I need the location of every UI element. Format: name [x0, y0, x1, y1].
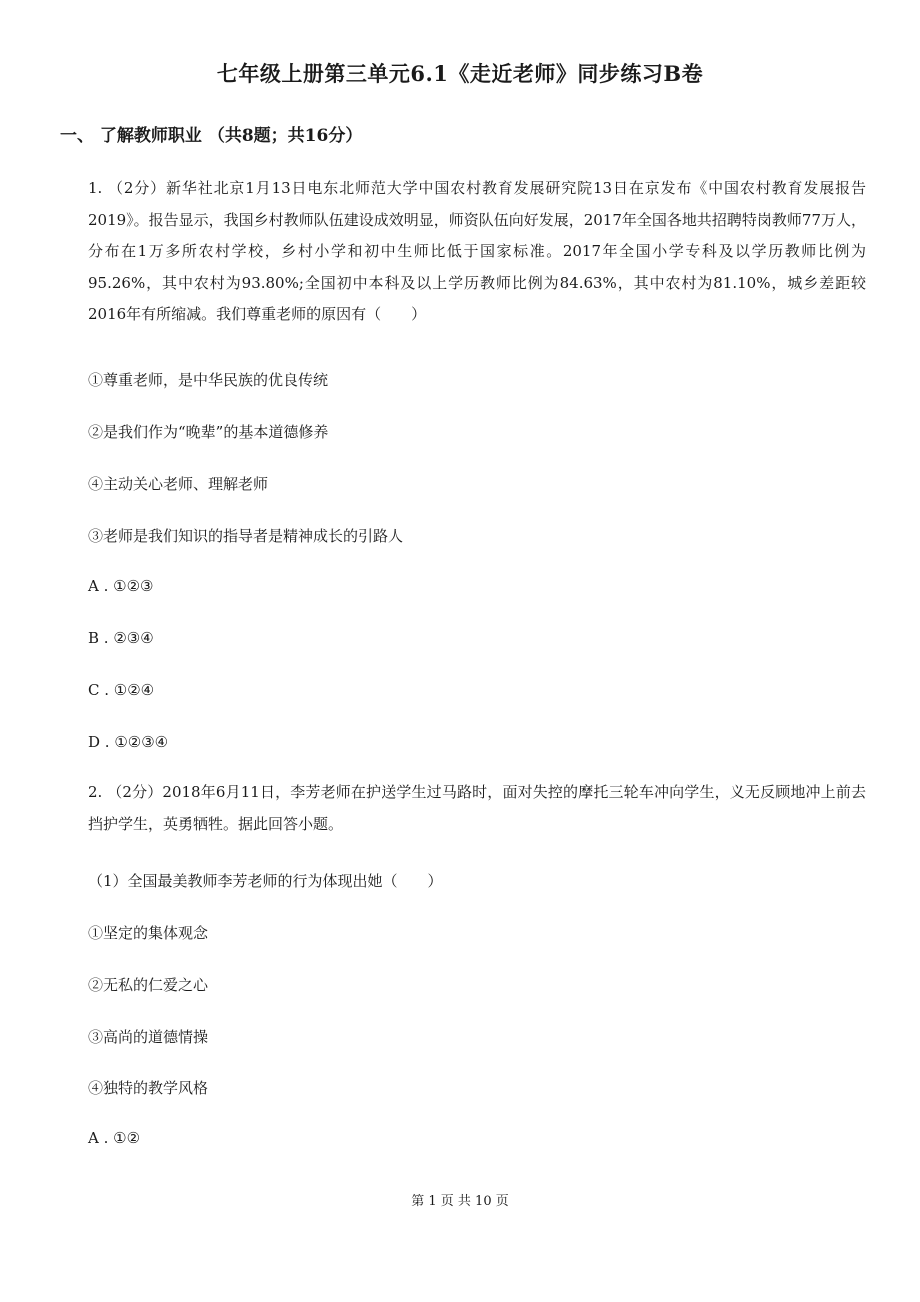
- page-title: 七年级上册第三单元6.1《走近老师》同步练习B卷: [216, 61, 704, 86]
- q2-statement-4: ④独特的教学风格: [88, 1079, 209, 1097]
- question-2-stem: 2. （2分）2018年6月11日，李芳老师在护送学生过马路时，面对失控的摩托三轮车冲向学生，义无反顾地冲上前去挡护学生，英勇牺牲。据此回答小题。: [88, 783, 866, 833]
- section-heading: 一、 了解教师职业 （共8题；共16分）: [60, 126, 363, 146]
- question-1-stem: 1. （2分）新华社北京1月13日电东北师范大学中国农村教育发展研究院13日在京发布《中国农村教育发展报告2019》。报告显示，我国乡村教师队伍建设成效明显，师资队伍向好发展，2017年全国各地共招聘特岗教师77万人，分布在1万多所农村学校，乡村小学和初中生师比低于国家标准。2017年全国小学专科及以学历教师比例为95.26%，其中农村为93.80%;全国初中本科及以上学历教师比例为84.63%，其中农村为81.10%，城乡差距较2016年有所缩减。我们尊重老师的原因有（ ）: [88, 179, 866, 323]
- q2-sub-question-1: （1）全国最美教师李芳老师的行为体现出她（ ）: [88, 872, 443, 890]
- q1-statement-2: ②是我们作为“晚辈”的基本道德修养: [88, 423, 329, 441]
- q2-statement-3: ③高尚的道德情操: [88, 1028, 209, 1046]
- q1-statement-3: ④主动关心老师、理解老师: [88, 475, 269, 493]
- q1-statement-4: ③老师是我们知识的指导者是精神成长的引路人: [88, 527, 404, 545]
- q1-option-d: D . ①②③④: [88, 733, 169, 751]
- q1-option-c: C . ①②④: [88, 681, 155, 699]
- q1-option-a: A . ①②③: [88, 577, 154, 595]
- q1-option-b: B . ②③④: [88, 629, 154, 647]
- q2-option-a: A . ①②: [88, 1129, 141, 1147]
- q2-statement-2: ②无私的仁爱之心: [88, 976, 209, 994]
- page-footer: 第 1 页 共 10 页: [411, 1194, 509, 1209]
- q2-statement-1: ①坚定的集体观念: [88, 924, 209, 942]
- q1-statement-1: ①尊重老师，是中华民族的优良传统: [88, 371, 329, 389]
